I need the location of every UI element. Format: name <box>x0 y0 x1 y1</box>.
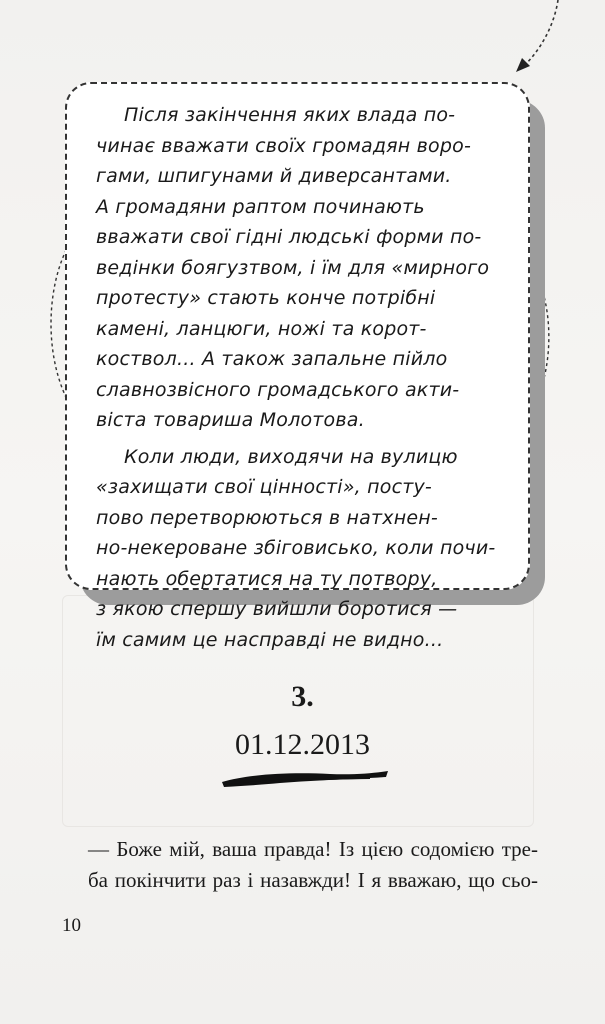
chapter-number: 3. <box>291 680 314 713</box>
note-paragraph-1 <box>96 100 506 436</box>
dashed-arrow-icon <box>500 0 570 80</box>
note-line: гами, шпигунами й диверсантами. <box>96 165 452 187</box>
note-line: Після закінчення яких влада по- <box>124 104 456 126</box>
note-line: но-некероване збіговисько, коли почи- <box>96 537 496 559</box>
note-line: ведінки боягузтвом, і їм для «мирного <box>96 256 490 279</box>
page-number: 10 <box>62 915 81 936</box>
chapter-date: 01.12.2013 <box>235 728 370 761</box>
brush-stroke-divider <box>220 768 390 790</box>
note-line: «захищати свої цінності», посту- <box>96 476 432 498</box>
note-line: чинає вважати своїх громадян воро- <box>96 134 472 157</box>
note-line: Коли люди, виходячи на вулицю <box>124 445 458 468</box>
note-line: віста товариша Молотова. <box>96 409 365 431</box>
note-line: славнозвісного громадського акти- <box>96 378 460 401</box>
note-line: їм самим це насправді не видно... <box>96 628 444 651</box>
note-line: коствол... А також запальне пійло <box>96 348 448 370</box>
body-line: ба покінчити раз і назавжди! І я вважаю, що сьо- <box>88 868 538 892</box>
note-line: пово перетворюються в натхнен- <box>96 506 438 529</box>
note-line: з якою спершу вийшли боротися — <box>96 598 458 620</box>
body-text <box>88 834 538 896</box>
note-line: нають обертатися на ту потвору, <box>96 567 438 590</box>
note-paragraph-2 <box>96 442 506 656</box>
note-text <box>96 100 506 655</box>
note-line: камені, ланцюги, ножі та корот- <box>96 317 427 340</box>
note-line: вважати свої гідні людські форми по- <box>96 226 482 248</box>
note-line: протесту» стають конче потрібні <box>96 287 436 309</box>
body-line: — Боже мій, ваша правда! Із цією содомією тре- <box>88 837 538 861</box>
note-line: А громадяни раптом починають <box>96 195 425 218</box>
